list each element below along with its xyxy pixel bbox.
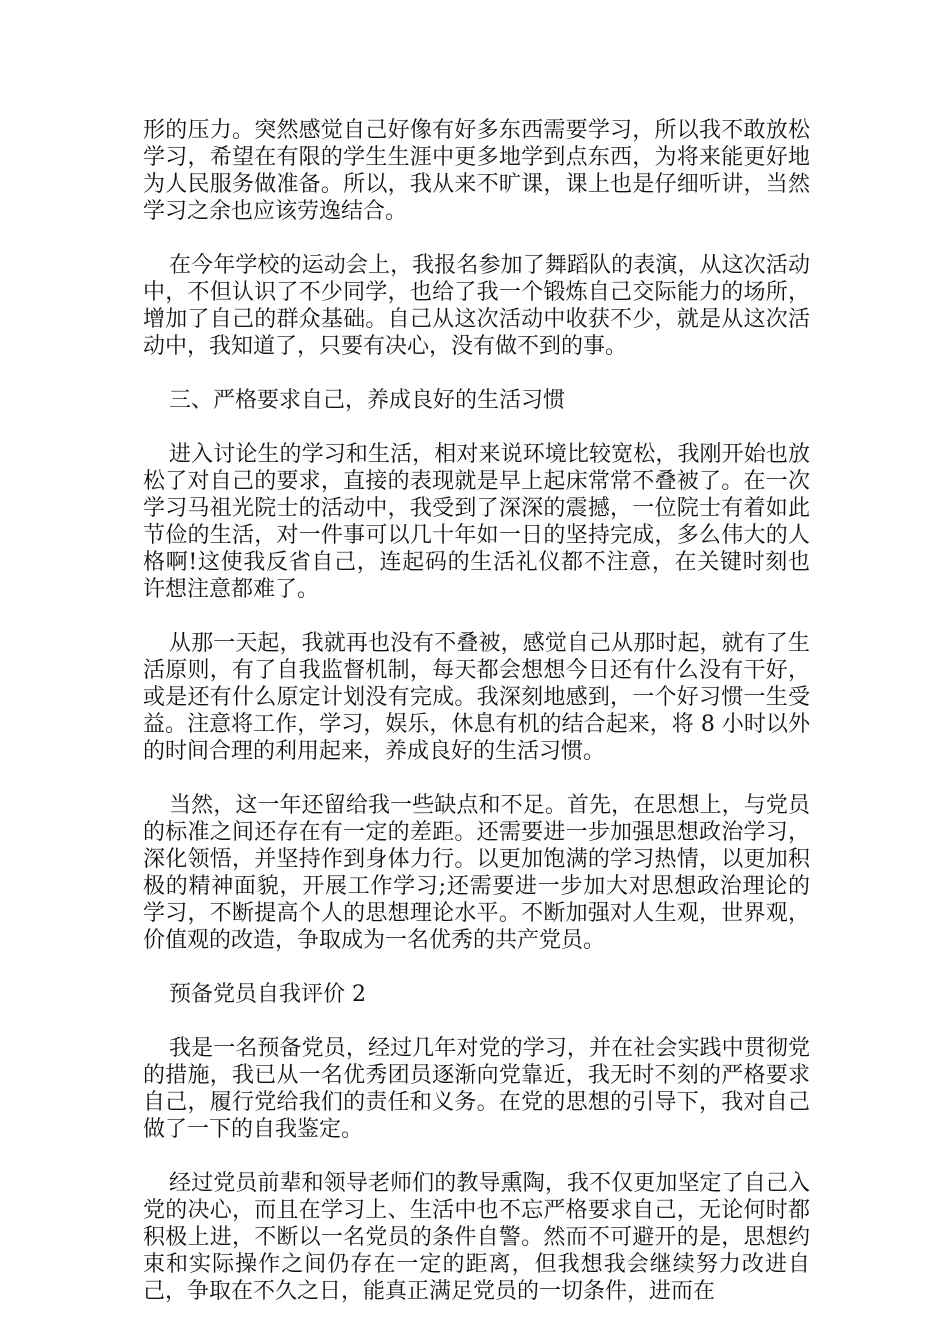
document-body (143, 117, 810, 1332)
paragraph-continuation: 形的压力。突然感觉自己好像有好多东西需要学习，所以我不敢放松学习，希望在有限的学生生涯中更多地学到点东西，为将来能更好地为人民服务做准备。所以，我从来不旷课，课上也是仔细听讲，当然学习之余也应该劳逸结合。 (143, 118, 810, 224)
paragraph-shortcomings: 当然，这一年还留给我一些缺点和不足。首先，在思想上，与党员的标准之间还存在有一定的差距。还需要进一步加强思想政治学习，深化领悟，并坚持作到身体力行。以更加饱满的学习热情，以更加积极的精神面貌，开展工作学习;还需要进一步加大对思想政治理论的学习，不断提高个人的思想理论水平。不断加强对人生观，世界观，价值观的改造，争取成为一名优秀的共产党员。 (143, 793, 810, 953)
paragraph-study-life: 进入讨论生的学习和生活，相对来说环境比较宽松，我刚开始也放松了对自己的要求，直接的表现就是早上起床常常不叠被了。在一次学习马祖光院士的活动中，我受到了深深的震撼，一位院士有着如此节俭的生活，对一件事可以几十年如一日的坚持完成，多么伟大的人格啊!这使我反省自己，连起码的生活礼仪都不注意，在关键时刻也许想注意都难了。 (143, 442, 810, 602)
section-heading-evaluation-2: 预备党员自我评价 2 (169, 982, 366, 1007)
section-heading-three: 三、严格要求自己，养成良好的生活习惯 (169, 388, 566, 413)
paragraph-habits: 从那一天起，我就再也没有不叠被，感觉自己从那时起，就有了生活原则，有了自我监督机制，每天都会想想今日还有什么没有干好，或是还有什么原定计划没有完成。我深刻地感到，一个好习惯一生受益。注意将工作，学习，娱乐，休息有机的结合起来，将 8 小时以外的时间合理的利用起来，养成良好的生活习惯。 (143, 631, 810, 764)
paragraph-sports-meet: 在今年学校的运动会上，我报名参加了舞蹈队的表演，从这次活动中，不但认识了不少同学，也给了我一个锻炼自己交际能力的场所，增加了自己的群众基础。自己从这次活动中收获不少，就是从这次活动中，我知道了，只要有决心，没有做不到的事。 (143, 253, 810, 359)
paragraph-probationary-member: 我是一名预备党员，经过几年对党的学习，并在社会实践中贯彻党的措施，我已从一名优秀团员逐渐向党靠近，我无时不刻的严格要求自己，履行党给我们的责任和义务。在党的思想的引导下，我对自己做了一下的自我鉴定。 (143, 1036, 810, 1142)
paragraph-guidance: 经过党员前辈和领导老师们的教导熏陶，我不仅更加坚定了自己入党的决心，而且在学习上、生活中也不忘严格要求自己，无论何时都积极上进，不断以一名党员的条件自警。然而不可避开的是，思想约束和实际操作之间仍存在一定的距离，但我想我会继续努力改进自己，争取在不久之日，能真正满足党员的一切条件，进而在 (143, 1171, 810, 1304)
